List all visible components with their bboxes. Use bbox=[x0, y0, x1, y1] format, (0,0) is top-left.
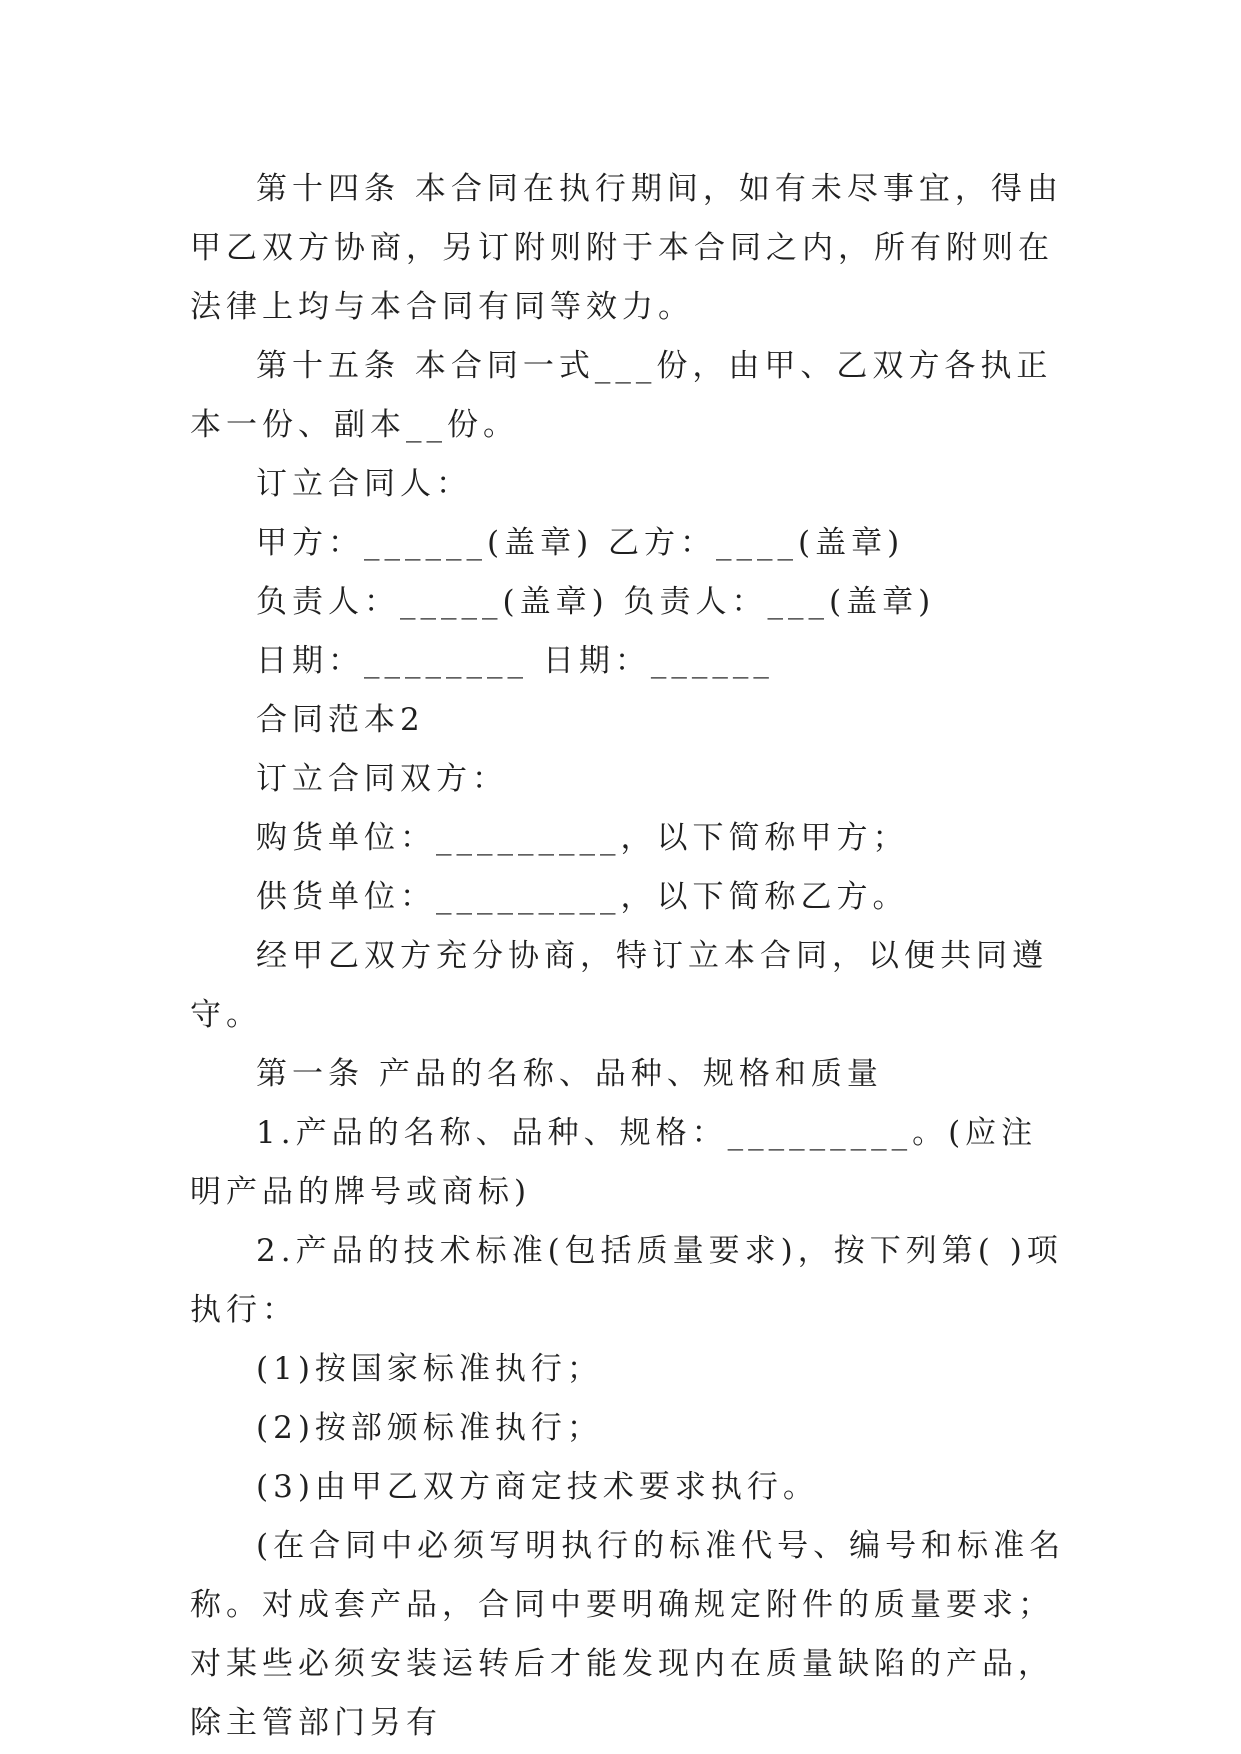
paragraph-item-2: 2.产品的技术标准(包括质量要求)，按下列第( )项执行： bbox=[190, 1233, 1063, 1328]
paragraph-agreement: 经甲乙双方充分协商，特订立本合同，以便共同遵守。 bbox=[190, 938, 1048, 1033]
paragraph-option-2: (2)按部颁标准执行； bbox=[256, 1410, 603, 1446]
paragraph-party-seals: 甲方：______(盖章) 乙方：____(盖章) bbox=[256, 525, 905, 561]
paragraph-article-1: 第一条 产品的名称、品种、规格和质量 bbox=[256, 1056, 883, 1092]
paragraph-buyer-unit: 购货单位：_________，以下简称甲方； bbox=[256, 820, 909, 856]
paragraph-option-3: (3)由甲乙双方商定技术要求执行。 bbox=[256, 1469, 819, 1505]
paragraph-item-1: 1.产品的名称、品种、规格：_________。(应注明产品的牌号或商标) bbox=[190, 1115, 1038, 1210]
paragraph-template-2-title: 合同范本2 bbox=[256, 702, 425, 738]
paragraph-supplier-unit: 供货单位：_________，以下简称乙方。 bbox=[256, 879, 909, 915]
paragraph-option-1: (1)按国家标准执行； bbox=[256, 1351, 603, 1387]
paragraph-article-15: 第十五条 本合同一式___份，由甲、乙双方各执正本一份、副本__份。 bbox=[190, 348, 1053, 443]
document-body bbox=[190, 160, 1070, 1753]
paragraph-signatories-heading: 订立合同人： bbox=[256, 466, 472, 502]
paragraph-responsible-seals: 负责人：_____(盖章) 负责人：___(盖章) bbox=[256, 584, 936, 620]
paragraph-dates: 日期：________ 日期：______ bbox=[256, 643, 774, 679]
paragraph-standards-note: (在合同中必须写明执行的标准代号、编号和标准名称。对成套产品，合同中要明确规定附件的质量要求；对某些必须安装运转后才能发现内在质量缺陷的产品，除主管部门另有 bbox=[190, 1528, 1066, 1741]
paragraph-article-14: 第十四条 本合同在执行期间，如有未尽事宜，得由甲乙双方协商，另订附则附于本合同之内，所有附则在法律上均与本合同有同等效力。 bbox=[190, 171, 1063, 325]
paragraph-contract-parties: 订立合同双方： bbox=[256, 761, 508, 797]
